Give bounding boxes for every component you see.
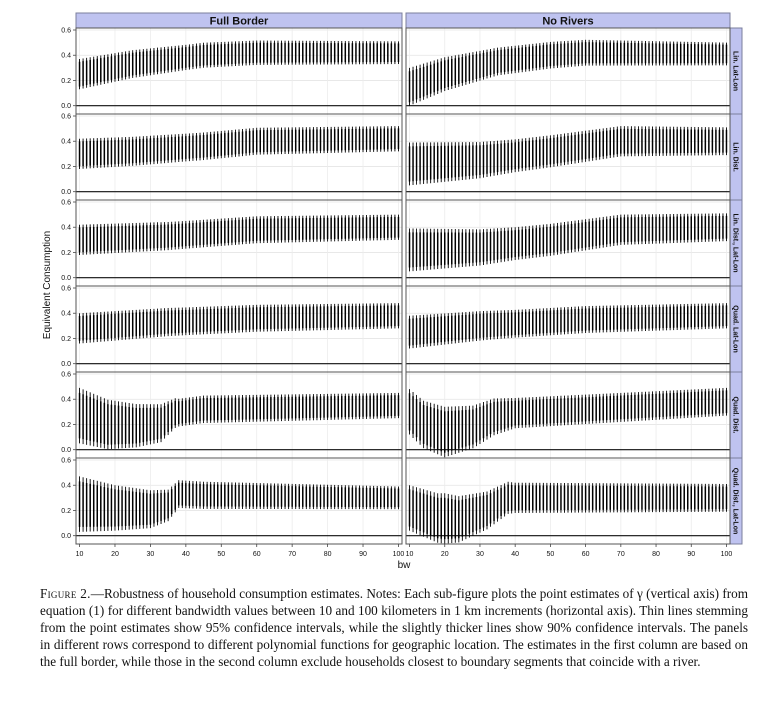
panel: [406, 28, 730, 114]
y-tick-label: 0.0: [61, 275, 71, 283]
y-tick-label: 0.4: [61, 138, 71, 146]
x-tick-label: 40: [181, 551, 190, 558]
y-tick-label: 0.6: [61, 113, 71, 121]
y-tick-label: 0.6: [61, 27, 71, 35]
x-tick-label: 70: [288, 551, 297, 558]
x-tick-label: 50: [546, 551, 555, 558]
row-strip-label: Lin. Dist., Lat-Lon: [731, 213, 739, 273]
row-strip: [730, 28, 742, 114]
x-tick-label: 90: [687, 551, 696, 558]
panel: [406, 286, 730, 372]
x-tick-label: 80: [323, 551, 332, 558]
y-tick-label: 0.2: [61, 77, 71, 85]
x-tick-label: 50: [217, 551, 226, 558]
y-tick-label: 0.6: [61, 199, 71, 207]
x-tick-label: 70: [616, 551, 625, 558]
y-axis-label: Equivalent Consumption: [42, 230, 53, 340]
x-tick-label: 10: [405, 551, 414, 558]
x-tick-label: 40: [511, 551, 520, 558]
figure-caption: [40, 585, 748, 670]
panel: [406, 114, 730, 200]
y-tick-label: 0.0: [61, 447, 71, 455]
panel: [406, 458, 730, 544]
panel: [76, 28, 402, 114]
x-tick-label: 100: [720, 551, 733, 558]
y-tick-label: 0.0: [61, 189, 71, 197]
x-axis-label: bw: [397, 560, 411, 571]
caption-label: Figure 2.: [40, 586, 91, 601]
x-tick-label: 100: [392, 551, 405, 558]
row-strip-label: Quad. Dist.: [731, 396, 739, 434]
row-strip-label: Quad. Lat-Lon: [731, 305, 739, 353]
y-tick-label: 0.4: [61, 396, 71, 404]
row-strip-label: Quad. Dist., Lat-Lon: [731, 467, 739, 535]
x-tick-label: 10: [75, 551, 84, 558]
panel: [76, 458, 402, 544]
y-tick-label: 0.2: [61, 421, 71, 429]
x-tick-label: 30: [146, 551, 155, 558]
y-tick-label: 0.6: [61, 371, 71, 379]
y-tick-label: 0.4: [61, 482, 71, 490]
y-tick-label: 0.0: [61, 103, 71, 111]
row-strip: [730, 458, 742, 544]
row-strip-label: Lin. Dist.: [731, 142, 739, 172]
panel: [76, 286, 402, 372]
x-tick-label: 20: [440, 551, 449, 558]
y-tick-label: 0.2: [61, 507, 71, 515]
y-tick-label: 0.2: [61, 163, 71, 171]
caption-text: —Robustness of household consumption estimates. Notes: Each sub-figure plots the point estimates of γ (vertical axis) from equation (1) for different bandwidth values between 10 and 100 kilometers in 1 km increments (horizontal axis). Thin lines stemming from the point estimates show 95% confidence intervals, while the slightly thicker lines show 90% confidence intervals. The panels in different rows correspond to different polynomial functions for geographic location. The estimates in the first column are based on the full border, while those in the second column exclude households closest to boundary segments that coincide with a river.: [40, 586, 748, 669]
y-tick-label: 0.0: [61, 533, 71, 541]
row-strip: [730, 286, 742, 372]
x-tick-label: 20: [111, 551, 119, 558]
y-tick-label: 0.2: [61, 249, 71, 257]
y-tick-label: 0.6: [61, 285, 71, 293]
column-strip-label: Full Border: [209, 15, 269, 28]
x-tick-label: 80: [652, 551, 660, 558]
column-strip-label: No Rivers: [542, 15, 594, 28]
y-tick-label: 0.4: [61, 52, 71, 60]
x-tick-label: 60: [581, 551, 590, 558]
column-strip: [76, 13, 402, 28]
y-tick-label: 0.4: [61, 224, 71, 232]
row-strip-label: Lin. Lat-Lon: [731, 50, 739, 92]
column-strip: [406, 13, 730, 28]
panel: [76, 372, 402, 458]
x-tick-label: 30: [476, 551, 484, 558]
y-tick-label: 0.2: [61, 335, 71, 343]
x-tick-label: 90: [359, 551, 367, 558]
panel: [76, 114, 402, 200]
y-tick-label: 0.6: [61, 457, 71, 465]
panel: [406, 200, 730, 286]
row-strip: [730, 200, 742, 286]
row-strip: [730, 372, 742, 458]
panel: [76, 200, 402, 286]
panel-grid: [61, 13, 742, 558]
panel: [406, 372, 730, 458]
row-strip: [730, 114, 742, 200]
x-tick-label: 60: [252, 551, 261, 558]
y-tick-label: 0.0: [61, 361, 71, 369]
y-tick-label: 0.4: [61, 310, 71, 318]
